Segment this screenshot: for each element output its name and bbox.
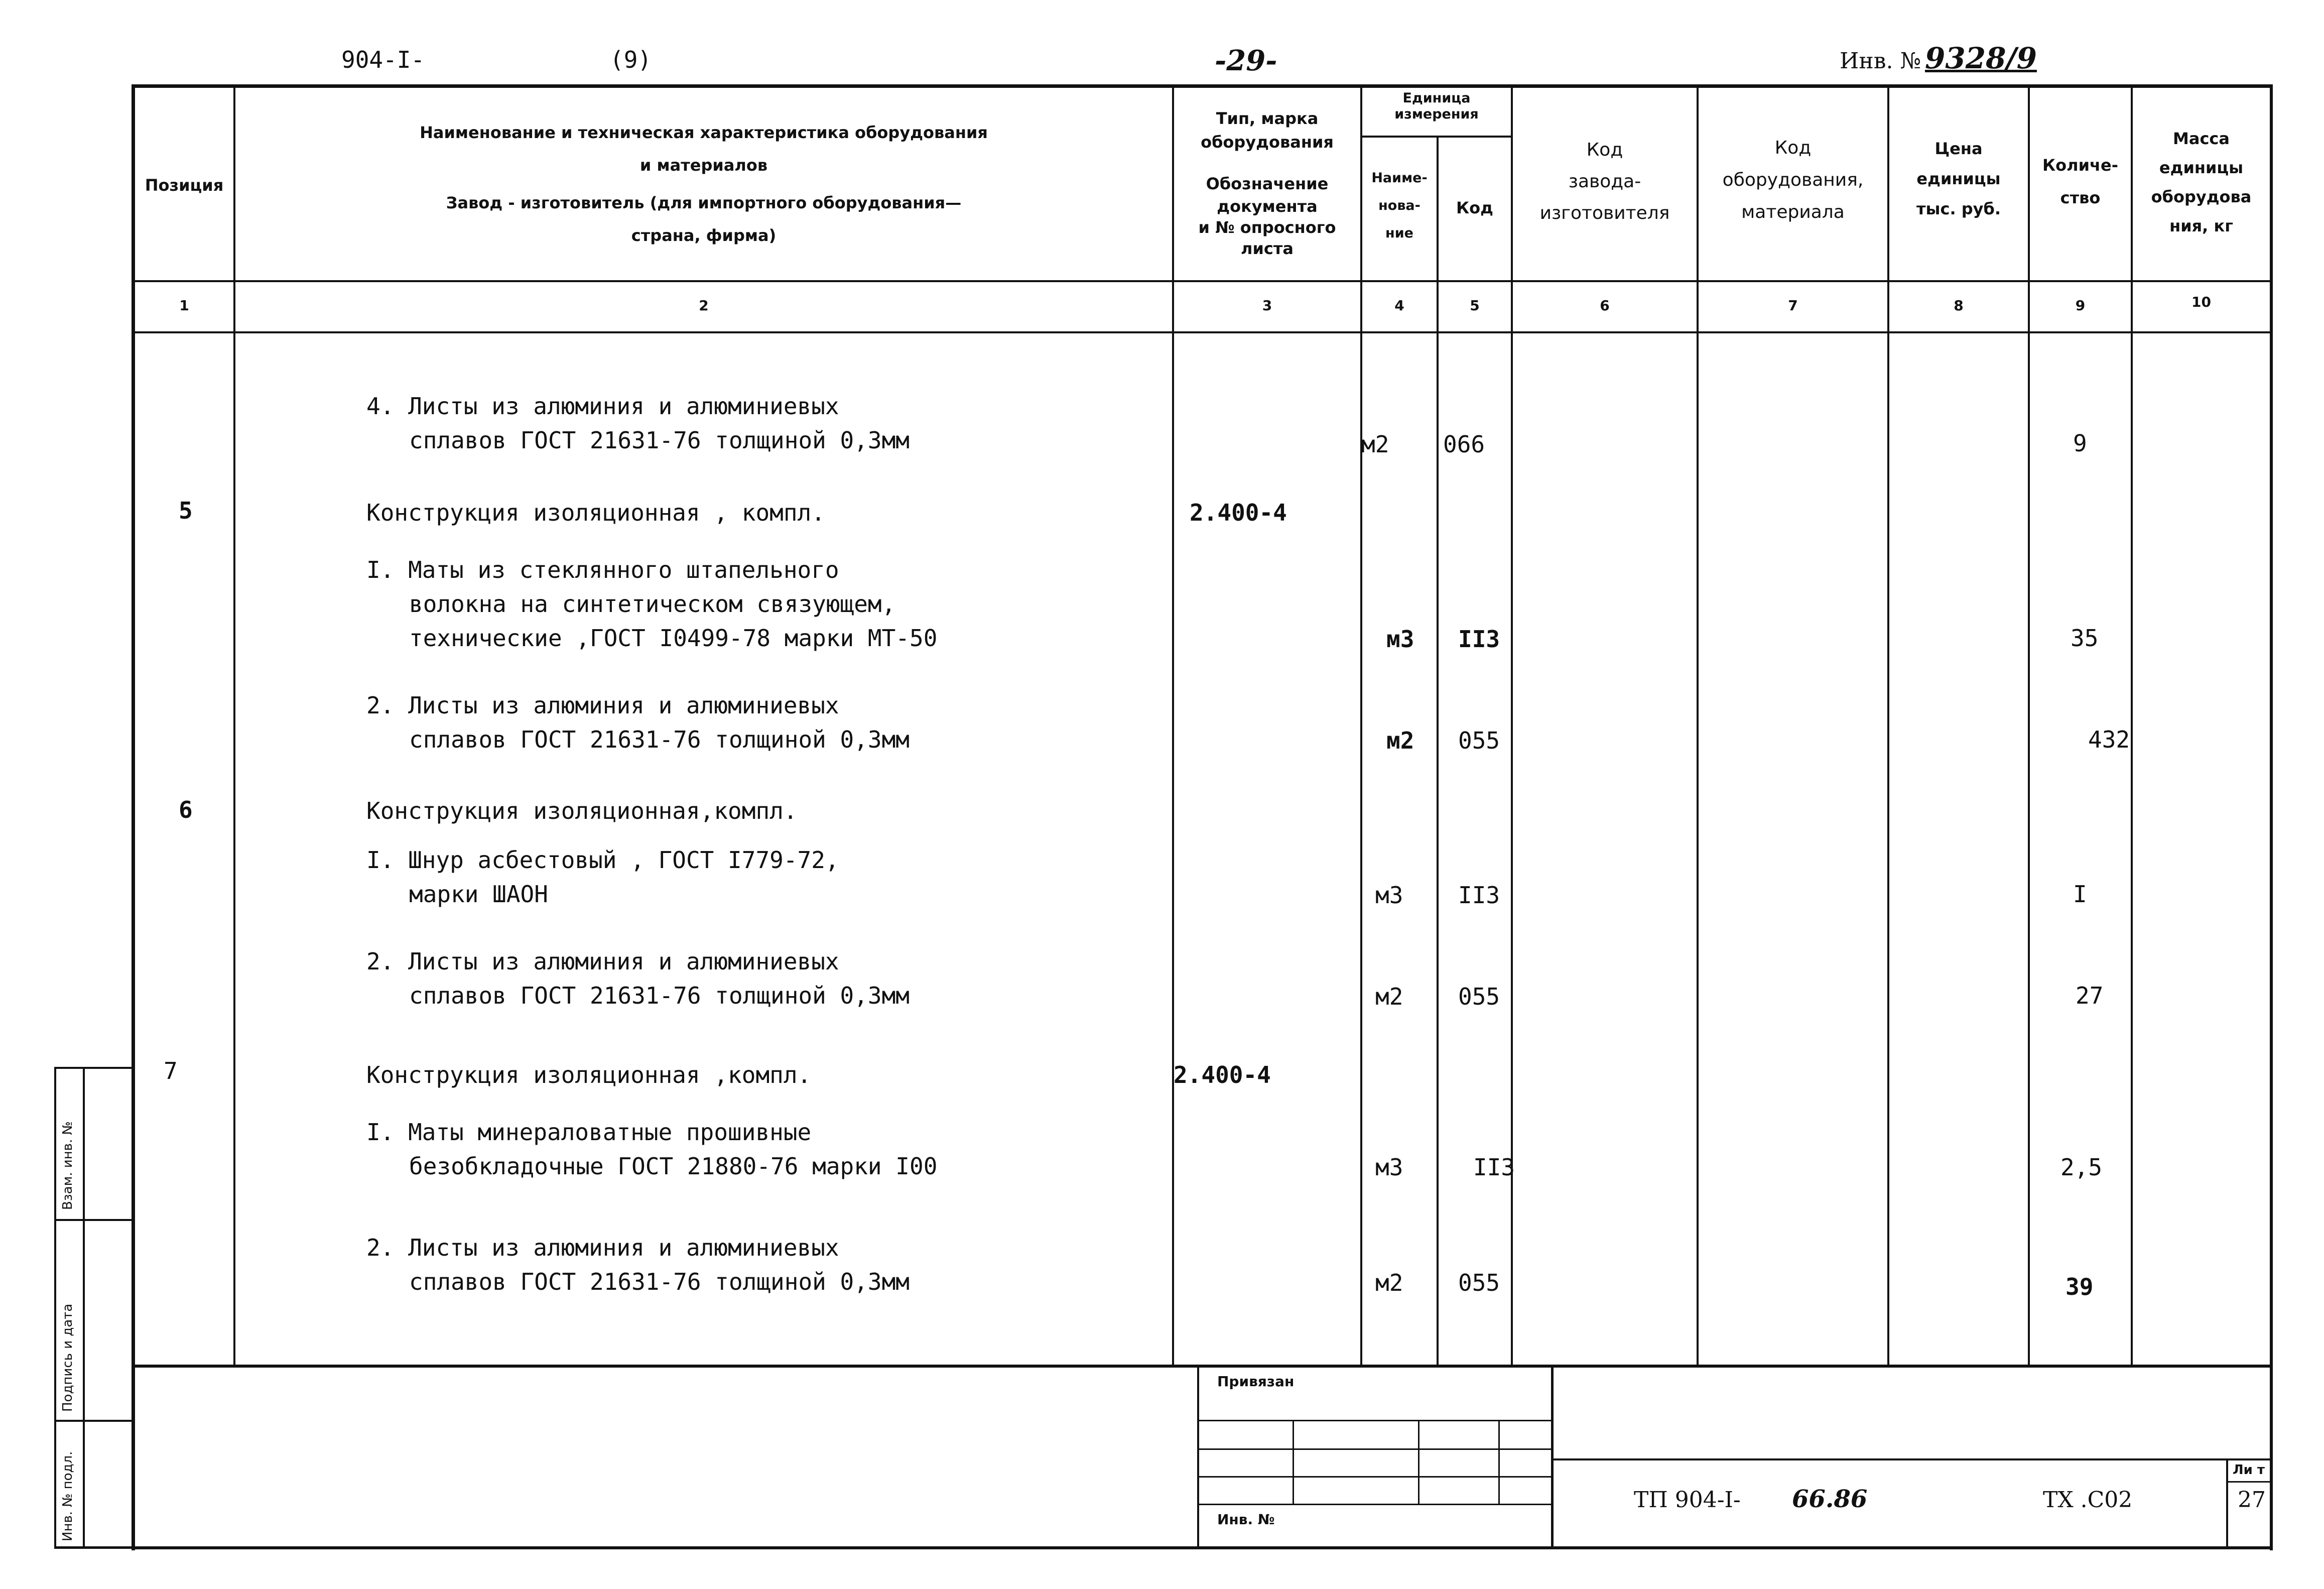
side-strip-bottom: [54, 1546, 134, 1549]
col-line-3: [1360, 84, 1362, 1367]
frame-top: [132, 84, 2273, 88]
row-type: 2.400-4: [1174, 1061, 1271, 1088]
stamp-list-value: 27: [2238, 1487, 2266, 1513]
header-mass-3: оборудова: [2151, 187, 2252, 206]
row-unit: м2: [1375, 983, 1403, 1010]
stamp-sheet-divider: [2226, 1458, 2228, 1549]
colnum-bottom-line: [132, 331, 2273, 333]
side-podpis: Подпись и дата: [60, 1303, 75, 1412]
row-desc-line: Конструкция изоляционная , компл.: [366, 499, 825, 526]
row-desc-line: сплавов ГОСТ 21631-76 толщиной 0,3мм: [409, 726, 910, 753]
stamp-privyazan: Привязан: [1217, 1373, 1295, 1390]
colnum-1: 1: [179, 297, 189, 314]
row-unit-code: 055: [1458, 727, 1500, 754]
col-line-2: [1172, 84, 1174, 1367]
header-unit-name-2: нова-: [1378, 198, 1421, 213]
header-plant-code-1: Код: [1586, 140, 1623, 160]
colnum-6: 6: [1600, 297, 1610, 314]
row-desc-line: I. Маты из стеклянного штапельного: [366, 556, 839, 583]
stamp-title-line: [1554, 1458, 2273, 1460]
row-unit: м3: [1386, 626, 1414, 653]
stamp-doc-prefix: ТП 904-I-: [1634, 1487, 1741, 1513]
header-bottom-line: [132, 280, 2273, 282]
row-position: 7: [164, 1057, 178, 1084]
header-qty-2: ство: [2060, 188, 2101, 207]
colnum-10: 10: [2191, 294, 2211, 310]
row-qty: I: [2073, 881, 2087, 908]
row-qty: 35: [2071, 625, 2099, 652]
col-line-6: [1697, 84, 1699, 1367]
row-unit: м2: [1386, 727, 1414, 754]
header-name-4: страна, фирма): [631, 226, 777, 245]
side-strip-div2: [54, 1420, 134, 1422]
header-equip-code-2: оборудования,: [1722, 170, 1864, 190]
unit-divider: [1360, 136, 1511, 138]
header-price-2: единицы: [1916, 169, 2001, 188]
header-price-1: Цена: [1934, 139, 1983, 158]
header-mass-4: ния, кг: [2169, 216, 2233, 235]
header-equip-code-1: Код: [1774, 138, 1812, 158]
colnum-3: 3: [1262, 297, 1272, 314]
row-position: 6: [179, 796, 193, 823]
row-unit: м2: [1361, 431, 1389, 458]
header-unit-name-1: Наиме-: [1371, 170, 1428, 186]
side-strip-left: [54, 1067, 56, 1549]
row-type: 2.400-4: [1190, 499, 1287, 526]
row-desc-line: Конструкция изоляционная,компл.: [366, 797, 798, 824]
colnum-2: 2: [699, 297, 709, 314]
frame-right: [2270, 84, 2273, 1550]
row-unit-code: II3: [1458, 626, 1500, 653]
stamp-inv-no: Инв. №: [1217, 1511, 1275, 1528]
row-unit-code: II3: [1458, 882, 1500, 909]
side-strip-top: [54, 1067, 134, 1069]
colnum-5: 5: [1470, 297, 1480, 314]
side-inv-podl: Инв. № подл.: [60, 1451, 75, 1541]
page-number: -29-: [1215, 44, 1277, 77]
doc-series: 904-I-: [341, 46, 425, 73]
row-desc-line: 2. Листы из алюминия и алюминиевых: [366, 1234, 839, 1261]
col-line-4: [1437, 136, 1439, 1367]
side-strip-inner: [83, 1067, 85, 1549]
stamp-left-line: [1197, 1365, 1199, 1549]
header-type-6: листа: [1241, 239, 1294, 258]
stamp-grid-v2: [1418, 1420, 1419, 1505]
row-desc-line: сплавов ГОСТ 21631-76 толщиной 0,3мм: [409, 1268, 910, 1295]
colnum-9: 9: [2075, 297, 2086, 314]
row-desc-line: 2. Листы из алюминия и алюминиевых: [366, 692, 839, 719]
row-desc-line: I. Маты минераловатные прошивные: [366, 1119, 812, 1146]
header-unit-2: измерения: [1394, 106, 1479, 122]
row-unit-code: 066: [1443, 431, 1485, 458]
header-name-3: Завод - изготовитель (для импортного оборудования—: [446, 193, 962, 212]
row-unit: м3: [1375, 882, 1403, 909]
stamp-grid-v1: [1293, 1420, 1294, 1505]
header-unit-name-3: ние: [1385, 225, 1413, 241]
col-line-7: [1887, 84, 1889, 1367]
header-unit-1: Единица: [1402, 90, 1471, 106]
row-desc-line: сплавов ГОСТ 21631-76 толщиной 0,3мм: [409, 982, 910, 1009]
row-desc-line: I. Шнур асбестовый , ГОСТ I779-72,: [366, 846, 839, 874]
stamp-middle-line: [1551, 1365, 1554, 1549]
row-unit: м3: [1375, 1154, 1403, 1181]
row-unit: м2: [1375, 1269, 1403, 1296]
row-unit-code: 055: [1458, 983, 1500, 1010]
header-mass-2: единицы: [2159, 158, 2244, 177]
frame-bottom: [132, 1546, 2273, 1549]
header-price-3: тыс. руб.: [1916, 199, 2001, 218]
colnum-4: 4: [1394, 297, 1404, 314]
row-desc-line: сплавов ГОСТ 21631-76 толщиной 0,3мм: [409, 427, 910, 454]
row-desc-line: технические ,ГОСТ I0499-78 марки МТ-50: [409, 625, 938, 652]
frame-left: [132, 84, 135, 1550]
stamp-sheet-line: [2226, 1481, 2273, 1483]
header-name-2: и материалов: [639, 156, 768, 175]
header-type-1: Тип, марка: [1216, 109, 1319, 128]
colnum-8: 8: [1954, 297, 1964, 314]
sheet-number: (9): [610, 46, 652, 73]
header-name-1: Наименование и техническая характеристика оборудования: [420, 123, 988, 142]
row-qty: 432: [2088, 726, 2130, 753]
header-equip-code-3: материала: [1741, 202, 1845, 222]
col-line-8: [2028, 84, 2030, 1367]
stamp-top-line: [132, 1365, 2273, 1368]
header-qty-1: Количе-: [2042, 156, 2118, 175]
header-plant-code-3: изготовителя: [1539, 203, 1670, 223]
header-type-4: документа: [1217, 197, 1318, 216]
row-unit-code: 055: [1458, 1269, 1500, 1296]
row-qty: 9: [2073, 430, 2087, 457]
row-desc-line: Конструкция изоляционная ,компл.: [366, 1061, 812, 1088]
row-desc-line: 2. Листы из алюминия и алюминиевых: [366, 948, 839, 975]
row-qty: 27: [2076, 982, 2104, 1009]
header-type-3: Обозначение: [1206, 174, 1329, 193]
header-mass-1: Масса: [2173, 129, 2230, 148]
side-vzam: Взам. инв. №: [60, 1121, 75, 1210]
header-type-2: оборудования: [1201, 133, 1334, 152]
col-line-9: [2131, 84, 2133, 1367]
colnum-7: 7: [1788, 297, 1798, 314]
col-line-1: [233, 84, 235, 1367]
inv-label: Инв. №: [1840, 48, 1921, 74]
row-qty: 39: [2065, 1273, 2094, 1300]
stamp-grid-v3: [1498, 1420, 1500, 1505]
header-unit-code: Код: [1456, 198, 1493, 217]
side-strip-div1: [54, 1219, 134, 1221]
row-desc-line: 4. Листы из алюминия и алюминиевых: [366, 393, 839, 420]
row-desc-line: волокна на синтетическом связующем,: [409, 590, 896, 618]
row-desc-line: марки ШАОН: [409, 881, 548, 908]
stamp-list-label: Ли т: [2233, 1462, 2265, 1478]
row-qty: 2,5: [2060, 1154, 2103, 1181]
row-position: 5: [179, 497, 193, 524]
header-plant-code-2: завода-: [1568, 171, 1641, 192]
stamp-mark: ТХ .С02: [2043, 1487, 2133, 1513]
stamp-doc-suffix: 66.86: [1792, 1485, 1868, 1513]
inv-value: 9328/9: [1925, 41, 2037, 75]
row-desc-line: безобкладочные ГОСТ 21880-76 марки I00: [409, 1153, 938, 1180]
row-unit-code: II3: [1473, 1154, 1515, 1181]
header-type-5: и № опросного: [1198, 218, 1336, 237]
header-position: Позиция: [145, 176, 224, 195]
